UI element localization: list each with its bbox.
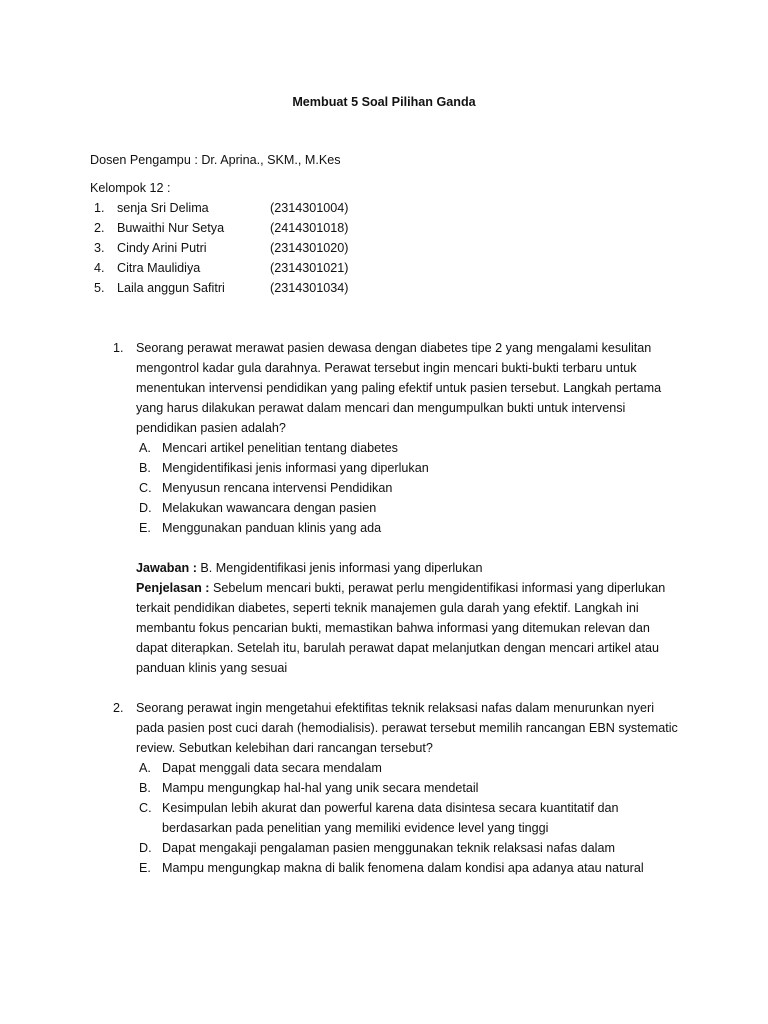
member-item <box>94 258 394 278</box>
question-number: 2. <box>113 701 124 715</box>
option-text: Mengidentifikasi jenis informasi yang diperlukan <box>162 461 429 475</box>
option-b <box>136 778 683 798</box>
option-letter: E. <box>139 861 151 875</box>
answer-text: B. Mengidentifikasi jenis informasi yang diperlukan <box>196 561 483 575</box>
option-d <box>136 838 683 858</box>
option-letter: B. <box>139 781 151 795</box>
option-text: Menyusun rencana intervensi Pendidikan <box>162 481 393 495</box>
question-text: Seorang perawat merawat pasien dewasa dengan diabetes tipe 2 yang mengalami kesulitan mengontrol kadar gula darahnya. Perawat tersebut ingin mencari bukti-bukti terbaru untuk menentukan intervensi pendidikan yang paling efektif untuk pasien tersebut. Langkah pertama yang harus dilakukan perawat dalam mencari dan mengumpulkan bukti untuk intervensi pendidikan pasien adalah? <box>136 341 662 435</box>
option-text: Mampu mengungkap hal-hal yang unik secara mendetail <box>162 781 479 795</box>
member-item <box>94 198 394 218</box>
explanation-line <box>136 578 683 678</box>
answer-block <box>136 558 683 678</box>
member-number: 1. <box>94 201 105 215</box>
answer-label: Jawaban : <box>136 561 197 575</box>
question-number: 1. <box>113 341 124 355</box>
member-nim: (2414301018) <box>270 221 349 235</box>
option-d <box>136 498 683 518</box>
option-text: Dapat mengakaji pengalaman pasien menggunakan teknik relaksasi nafas dalam <box>162 841 615 855</box>
question-text: Seorang perawat ingin mengetahui efektifitas teknik relaksasi nafas dalam menurunkan nyeri pada pasien post cuci darah (hemodialisis). perawat tersebut memilih rancangan EBN systematic review. Sebutkan kelebihan dari rancangan tersebut? <box>136 701 678 755</box>
option-text: Mencari artikel penelitian tentang diabetes <box>162 441 398 455</box>
lecturer-line: Dosen Pengampu : Dr. Aprina., SKM., M.Kes <box>90 153 341 167</box>
option-e <box>136 858 683 878</box>
explanation-label: Penjelasan : <box>136 581 210 595</box>
option-text: Dapat menggali data secara mendalam <box>162 761 382 775</box>
member-name: Citra Maulidiya <box>117 261 201 275</box>
option-text: Menggunakan panduan klinis yang ada <box>162 521 382 535</box>
member-item <box>94 278 394 298</box>
answer-line <box>136 558 683 578</box>
option-letter: C. <box>139 801 152 815</box>
member-name: Buwaithi Nur Setya <box>117 221 225 235</box>
explanation-text: Sebelum mencari bukti, perawat perlu mengidentifikasi informasi yang diperlukan terkait pendidikan diabetes, seperti teknik manajemen gula darah yang efektif. Langkah ini membantu fokus pencarian bukti, memastikan bahwa informasi yang ditemukan relevan dan dapat diterapkan. Setelah itu, barulah perawat dapat melanjutkan dengan mencari artikel atau panduan klinis yang sesuai <box>136 581 666 675</box>
option-letter: D. <box>139 841 152 855</box>
member-nim: (2314301034) <box>270 281 349 295</box>
option-text: Kesimpulan lebih akurat dan powerful karena data disintesa secara kuantitatif dan berdasarkan pada penelitian yang memiliki evidence level yang tinggi <box>162 801 619 835</box>
option-letter: C. <box>139 481 152 495</box>
option-text: Mampu mengungkap makna di balik fenomena dalam kondisi apa adanya atau natural <box>162 861 644 875</box>
member-number: 2. <box>94 221 105 235</box>
member-name: senja Sri Delima <box>117 201 209 215</box>
document-title: Membuat 5 Soal Pilihan Ganda <box>292 95 476 109</box>
member-nim: (2314301021) <box>270 261 349 275</box>
option-a <box>136 438 683 458</box>
option-letter: A. <box>139 441 151 455</box>
member-name: Cindy Arini Putri <box>117 241 207 255</box>
member-number: 5. <box>94 281 105 295</box>
member-item <box>94 218 394 238</box>
option-letter: A. <box>139 761 151 775</box>
option-letter: D. <box>139 501 152 515</box>
member-number: 3. <box>94 241 105 255</box>
option-letter: B. <box>139 461 151 475</box>
option-list <box>136 758 683 878</box>
member-item <box>94 238 394 258</box>
member-number: 4. <box>94 261 105 275</box>
option-c <box>136 798 683 838</box>
member-name: Laila anggun Safitri <box>117 281 225 295</box>
question-1 <box>113 338 683 678</box>
member-nim: (2314301020) <box>270 241 349 255</box>
option-e <box>136 518 683 538</box>
option-a <box>136 758 683 778</box>
option-c <box>136 478 683 498</box>
question-2 <box>113 698 683 878</box>
member-nim: (2314301004) <box>270 201 349 215</box>
option-text: Melakukan wawancara dengan pasien <box>162 501 377 515</box>
group-label: Kelompok 12 : <box>90 181 171 195</box>
option-list <box>136 438 683 538</box>
option-b <box>136 458 683 478</box>
option-letter: E. <box>139 521 151 535</box>
